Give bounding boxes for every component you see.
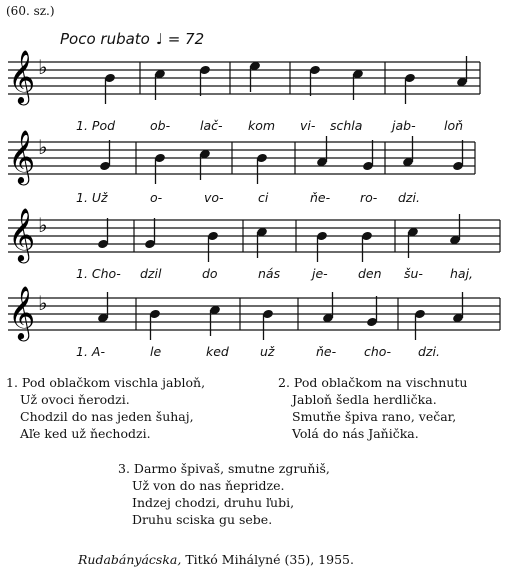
verse-line: Druhu sciska gu sebe. [132, 512, 273, 527]
lyric-syllable: le [150, 344, 162, 359]
verse-line: Chodzil do nas jeden šuhaj, [20, 409, 194, 424]
lyric-syllable: 1. Už [76, 190, 108, 205]
lyric-syllable: ked [206, 344, 229, 359]
page-number: (60. sz.) [6, 4, 55, 18]
verse-number: 3. [118, 461, 130, 476]
lyric-syllable: vi- [300, 118, 316, 133]
flat-sign-icon: ♭ [38, 213, 48, 237]
lyric-syllable: dzi. [418, 344, 440, 359]
verse-line: Smutňe špiva rano, večar, [292, 409, 457, 424]
verse-3 [118, 460, 330, 528]
lyric-syllable: kom [248, 118, 276, 133]
lyric-syllable: ro- [360, 190, 378, 205]
verse-1 [6, 374, 205, 442]
flat-sign-icon: ♭ [38, 135, 48, 159]
verse-line: Aľe ked už ňechodzi. [20, 426, 151, 441]
verse-line: Jabloň šedla herdlička. [292, 392, 437, 407]
lyric-syllable: už [260, 344, 275, 359]
verse-line: Darmo špivaš, smutne zgruňiš, [133, 461, 330, 476]
verse-number: 2. [278, 375, 290, 390]
lyric-syllable: schla [330, 118, 363, 133]
lyric-syllable: haj, [450, 266, 474, 281]
lyric-syllable: dzil [140, 266, 162, 281]
lyric-syllable: ňe- [316, 344, 337, 359]
verse-line: Volá do nás Jaňička. [292, 426, 419, 441]
source-place: Rudabányácska, [78, 552, 182, 567]
lyric-syllable: do [202, 266, 218, 281]
lyric-syllable: vo- [204, 190, 224, 205]
verse-line: Už ovoci ňerodzi. [20, 392, 130, 407]
lyric-syllable: ňe- [310, 190, 331, 205]
lyric-syllable: ci [258, 190, 269, 205]
lyric-syllable: jab- [392, 118, 416, 133]
verse-2 [278, 374, 467, 442]
source-citation [78, 552, 354, 567]
lyric-syllable: dzi. [398, 190, 420, 205]
lyric-syllable: ob- [150, 118, 171, 133]
lyric-syllable: 1. Pod [76, 118, 116, 133]
lyric-syllable: nás [258, 266, 281, 281]
lyric-syllable: 1. Cho- [76, 266, 121, 281]
verse-line: Indzej chodzi, druhu ľubi, [132, 495, 295, 510]
flat-sign-icon: ♭ [38, 291, 48, 315]
verse-line: Pod oblačkom vischla jabloň, [21, 375, 206, 390]
verse-line: Už von do nas ňepridze. [132, 478, 285, 493]
tempo-bpm: ♩ = 72 [155, 30, 205, 48]
treble-clef-icon: 𝄞 [8, 285, 36, 339]
lyric-syllable: loň [444, 118, 464, 133]
verse-line: Pod oblačkom na vischnutu [293, 375, 468, 390]
lyric-syllable: 1. A- [76, 344, 105, 359]
treble-clef-icon: 𝄞 [8, 49, 36, 103]
lyric-syllable: cho- [364, 344, 391, 359]
lyric-syllable: den [358, 266, 382, 281]
verse-number: 1. [6, 375, 18, 390]
lyric-syllable: lač- [200, 118, 223, 133]
treble-clef-icon: 𝄞 [8, 129, 36, 183]
lyric-syllable: o- [150, 190, 163, 205]
tempo-text: Poco rubato [60, 30, 150, 48]
lyric-syllable: je- [312, 266, 328, 281]
flat-sign-icon: ♭ [38, 55, 48, 79]
source-singer: Titkó Mihályné (35), 1955. [185, 552, 354, 567]
treble-clef-icon: 𝄞 [8, 207, 36, 261]
lyric-syllable: šu- [404, 266, 423, 281]
